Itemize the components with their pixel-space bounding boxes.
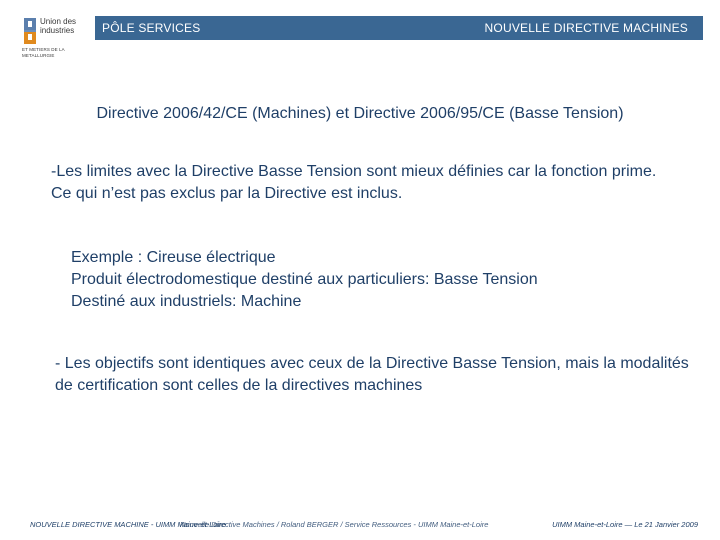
example-line3: Destiné aux industriels: Machine xyxy=(71,293,302,310)
paragraph-objectives: - Les objectifs sont identiques avec ceux de la Directive Basse Tension, mais la modalités de certification sont celles de la directives machines xyxy=(55,355,689,394)
footer-left: NOUVELLE DIRECTIVE MACHINE - UIMM Maine-et-Loire xyxy=(30,520,226,529)
example-line1: Exemple : Cireuse électrique xyxy=(71,249,276,266)
paragraph-example xyxy=(71,247,691,313)
logo-subtitle: ET METIERS DE LA METALLURGIE xyxy=(22,47,65,58)
footer-center: Nouvelle Directive Machines / Roland BERGER / Service Ressources - UIMM Maine-et-Loire xyxy=(180,520,489,529)
paragraph-limits xyxy=(51,161,701,205)
logo-name: Union des industries xyxy=(40,17,77,35)
header-left-label: PÔLE SERVICES xyxy=(102,21,201,35)
header-bar xyxy=(95,16,703,40)
footer-right: UIMM Maine-et-Loire — Le 21 Janvier 2009 xyxy=(552,520,698,529)
footer xyxy=(30,520,698,532)
slide-title: Directive 2006/42/CE (Machines) et Directive 2006/95/CE (Basse Tension) xyxy=(96,105,624,122)
uimm-logo xyxy=(20,16,86,66)
paragraph-limits-line1: -Les limites avec la Directive Basse Tension sont mieux définies car la fonction prime. xyxy=(51,163,657,180)
header-right-label: NOUVELLE DIRECTIVE MACHINES xyxy=(484,21,688,35)
example-line2: Produit électrodomestique destiné aux particuliers: Basse Tension xyxy=(71,271,538,288)
logo-mark-icon xyxy=(24,18,36,44)
paragraph-limits-line2: Ce qui n’est pas exclus par la Directive est inclus. xyxy=(51,185,403,202)
